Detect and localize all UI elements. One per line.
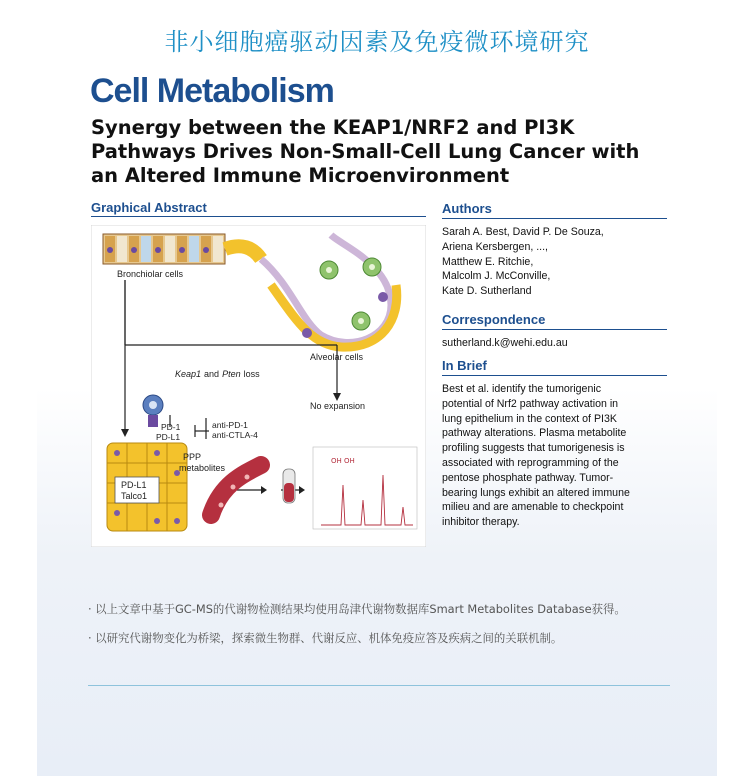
correspondence-email[interactable] bbox=[442, 336, 667, 351]
sample-tube-icon bbox=[283, 469, 295, 503]
correspondence-section bbox=[442, 312, 667, 351]
no-expansion-label: No expansion bbox=[310, 401, 366, 411]
author-line: Sarah A. Best, David P. De Souza, bbox=[442, 226, 604, 238]
talco-label: Talco1 bbox=[121, 491, 148, 501]
pdl1-small-label: PD-L1 bbox=[156, 432, 181, 442]
and-label: and bbox=[204, 369, 220, 379]
note-item: · 以研究代谢物变化为桥梁，探索微生物群、代谢反应、机体免疫应答及疾病之间的关联机制。 bbox=[88, 631, 563, 645]
in-brief-heading: In Brief bbox=[442, 358, 487, 373]
journal-name: Cell Metabolism bbox=[90, 72, 334, 110]
tumor-mass bbox=[107, 443, 187, 531]
in-brief-line: associated with reprogramming of the bbox=[442, 456, 619, 469]
note-item: · 以上文章中基于GC-MS的代谢物检测结果均使用岛津代谢物数据库Smart Metabolites Database获得。 bbox=[88, 602, 626, 616]
bottom-divider bbox=[88, 685, 670, 686]
in-brief-section bbox=[442, 358, 667, 530]
author-line: Malcolm J. McConville, bbox=[442, 270, 551, 283]
author-line: Matthew E. Ritchie, bbox=[442, 255, 534, 268]
metabolites-label: metabolites bbox=[179, 463, 226, 473]
in-brief-line: Best et al. identify the tumorigenic bbox=[442, 383, 601, 395]
title-line: Pathways Drives Non-Small-Cell Lung Cancer with bbox=[91, 140, 640, 163]
molecule-structure: OH OH bbox=[331, 457, 355, 465]
authors-section bbox=[442, 201, 667, 299]
author-line: Kate D. Sutherland bbox=[442, 285, 532, 298]
title-line: Synergy between the KEAP1/NRF2 and PI3K bbox=[91, 116, 575, 139]
in-brief-line: pathway alterations. Plasma metabolite bbox=[442, 427, 627, 440]
gene-loss-label bbox=[175, 369, 260, 379]
author-line: Ariena Kersbergen, ..., bbox=[442, 240, 548, 253]
title-line: an Altered Immune Microenvironment bbox=[91, 164, 510, 187]
authors-divider bbox=[442, 218, 667, 219]
in-brief-line: potential of Nrf2 pathway activation in bbox=[442, 397, 619, 410]
in-brief-line: milieu and are amenable to checkpoint bbox=[442, 501, 624, 514]
loss-label: loss bbox=[243, 369, 260, 379]
graphical-abstract-divider bbox=[91, 216, 426, 217]
in-brief-line: lung epithelium in the context of PI3K bbox=[442, 412, 617, 425]
graphical-abstract-figure bbox=[91, 225, 426, 547]
correspondence-divider bbox=[442, 329, 667, 330]
banner-title: 非小细胞癌驱动因素及免疫微环境研究 bbox=[164, 28, 590, 56]
article-title bbox=[91, 116, 671, 188]
graphical-abstract-heading: Graphical Abstract bbox=[91, 200, 207, 215]
keap1-label: Keap1 bbox=[175, 369, 202, 379]
bronchiolar-label: Bronchiolar cells bbox=[117, 269, 184, 279]
email-link[interactable]: sutherland.k@wehi.edu.au bbox=[442, 337, 568, 349]
authors-list bbox=[442, 225, 667, 299]
in-brief-line: profiling suggests that tumorigenesis is bbox=[442, 442, 625, 455]
authors-heading: Authors bbox=[442, 201, 492, 216]
pten-label: Pten bbox=[222, 369, 241, 379]
in-brief-divider bbox=[442, 375, 667, 376]
anti-pd1-label: anti-PD-1 bbox=[212, 420, 248, 430]
ppp-label: PPP bbox=[183, 452, 202, 462]
notes-list bbox=[88, 595, 688, 653]
in-brief-line: inhibitor therapy. bbox=[442, 516, 520, 529]
spectrum-plot bbox=[313, 447, 417, 529]
correspondence-heading: Correspondence bbox=[442, 312, 546, 327]
in-brief-line: bearing lungs exhibit an altered immune bbox=[442, 486, 630, 499]
pdl1-box-label: PD-L1 bbox=[121, 480, 147, 490]
in-brief-line: pentose phosphate pathway. Tumor- bbox=[442, 471, 614, 484]
in-brief-text bbox=[442, 382, 667, 530]
alveolar-label: Alveolar cells bbox=[310, 352, 364, 362]
anti-ctla4-label: anti-CTLA-4 bbox=[212, 430, 258, 440]
pd1-label: PD-1 bbox=[161, 422, 181, 432]
